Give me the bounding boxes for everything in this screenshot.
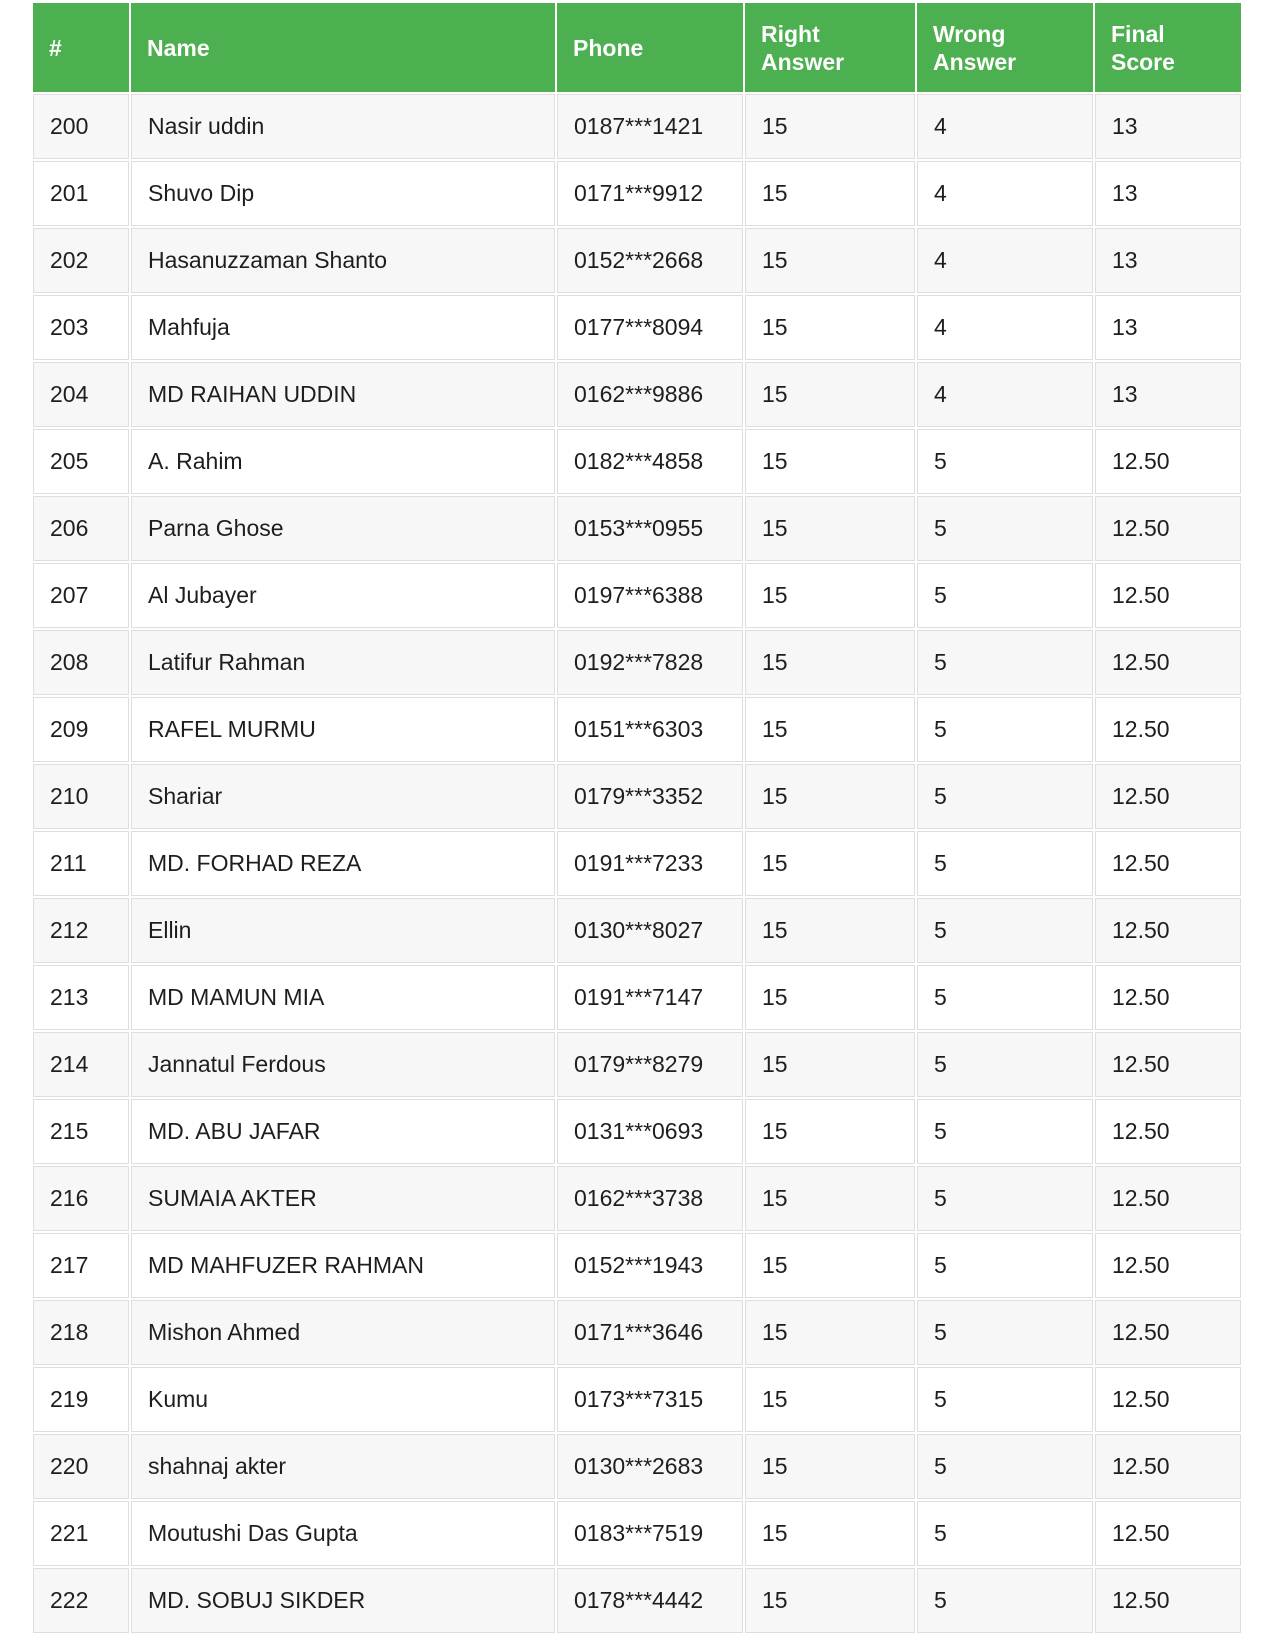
column-header-final-score: Final Score [1095,3,1241,92]
cell-final-score: 13 [1095,362,1241,427]
cell-phone: 0187***1421 [557,94,743,159]
cell-final-score: 12.50 [1095,1501,1241,1566]
cell-name: Nasir uddin [131,94,555,159]
cell-right-answer: 15 [745,496,915,561]
table-row [33,1568,1241,1633]
cell-number: 212 [33,898,129,963]
cell-number: 206 [33,496,129,561]
column-header-wrong-answer: Wrong Answer [917,3,1093,92]
table-row [33,496,1241,561]
cell-number: 211 [33,831,129,896]
cell-right-answer: 15 [745,898,915,963]
cell-phone: 0177***8094 [557,295,743,360]
cell-name: Mishon Ahmed [131,1300,555,1365]
cell-final-score: 12.50 [1095,1300,1241,1365]
cell-right-answer: 15 [745,295,915,360]
cell-right-answer: 15 [745,1300,915,1365]
cell-name: MD. FORHAD REZA [131,831,555,896]
cell-wrong-answer: 4 [917,94,1093,159]
cell-wrong-answer: 5 [917,1233,1093,1298]
table-row [33,1099,1241,1164]
cell-number: 204 [33,362,129,427]
cell-right-answer: 15 [745,1099,915,1164]
cell-wrong-answer: 5 [917,1501,1093,1566]
cell-name: Kumu [131,1367,555,1432]
cell-wrong-answer: 5 [917,898,1093,963]
table-body [33,94,1241,1633]
cell-phone: 0182***4858 [557,429,743,494]
cell-name: Moutushi Das Gupta [131,1501,555,1566]
cell-right-answer: 15 [745,1367,915,1432]
cell-final-score: 12.50 [1095,697,1241,762]
cell-final-score: 12.50 [1095,831,1241,896]
cell-number: 209 [33,697,129,762]
cell-phone: 0153***0955 [557,496,743,561]
cell-name: Shuvo Dip [131,161,555,226]
score-table [31,1,1243,1635]
cell-wrong-answer: 5 [917,1367,1093,1432]
cell-name: MD MAMUN MIA [131,965,555,1030]
cell-right-answer: 15 [745,697,915,762]
cell-wrong-answer: 5 [917,1300,1093,1365]
cell-number: 207 [33,563,129,628]
cell-name: Shariar [131,764,555,829]
cell-name: Mahfuja [131,295,555,360]
cell-phone: 0162***3738 [557,1166,743,1231]
cell-wrong-answer: 5 [917,429,1093,494]
column-header-number: # [33,3,129,92]
cell-name: Ellin [131,898,555,963]
cell-final-score: 12.50 [1095,1434,1241,1499]
cell-wrong-answer: 4 [917,161,1093,226]
cell-phone: 0179***8279 [557,1032,743,1097]
column-header-name: Name [131,3,555,92]
cell-number: 205 [33,429,129,494]
table-row [33,697,1241,762]
cell-right-answer: 15 [745,764,915,829]
cell-right-answer: 15 [745,831,915,896]
cell-number: 215 [33,1099,129,1164]
cell-final-score: 13 [1095,161,1241,226]
cell-final-score: 12.50 [1095,764,1241,829]
cell-phone: 0162***9886 [557,362,743,427]
cell-phone: 0192***7828 [557,630,743,695]
column-header-phone: Phone [557,3,743,92]
cell-phone: 0183***7519 [557,1501,743,1566]
cell-name: Latifur Rahman [131,630,555,695]
cell-wrong-answer: 5 [917,1434,1093,1499]
cell-name: Jannatul Ferdous [131,1032,555,1097]
cell-wrong-answer: 5 [917,630,1093,695]
cell-right-answer: 15 [745,1166,915,1231]
column-header-right-answer: Right Answer [745,3,915,92]
cell-wrong-answer: 5 [917,563,1093,628]
cell-name: A. Rahim [131,429,555,494]
cell-phone: 0152***1943 [557,1233,743,1298]
table-row [33,898,1241,963]
cell-right-answer: 15 [745,1434,915,1499]
cell-wrong-answer: 5 [917,1032,1093,1097]
cell-right-answer: 15 [745,1233,915,1298]
cell-phone: 0151***6303 [557,697,743,762]
table-row [33,1501,1241,1566]
cell-final-score: 12.50 [1095,630,1241,695]
cell-phone: 0173***7315 [557,1367,743,1432]
cell-number: 214 [33,1032,129,1097]
cell-name: shahnaj akter [131,1434,555,1499]
cell-name: MD RAIHAN UDDIN [131,362,555,427]
cell-number: 201 [33,161,129,226]
cell-number: 222 [33,1568,129,1633]
cell-right-answer: 15 [745,429,915,494]
table-row [33,228,1241,293]
cell-right-answer: 15 [745,630,915,695]
cell-wrong-answer: 5 [917,965,1093,1030]
cell-number: 216 [33,1166,129,1231]
table-row [33,1367,1241,1432]
cell-wrong-answer: 5 [917,1568,1093,1633]
table-row [33,965,1241,1030]
cell-right-answer: 15 [745,563,915,628]
header-row [33,3,1241,92]
cell-number: 217 [33,1233,129,1298]
cell-right-answer: 15 [745,965,915,1030]
cell-name: Parna Ghose [131,496,555,561]
cell-phone: 0179***3352 [557,764,743,829]
table-row [33,764,1241,829]
cell-number: 210 [33,764,129,829]
cell-wrong-answer: 4 [917,228,1093,293]
cell-right-answer: 15 [745,362,915,427]
cell-name: Al Jubayer [131,563,555,628]
cell-wrong-answer: 5 [917,831,1093,896]
cell-wrong-answer: 5 [917,764,1093,829]
cell-number: 213 [33,965,129,1030]
cell-final-score: 12.50 [1095,429,1241,494]
cell-final-score: 12.50 [1095,1099,1241,1164]
table-row [33,630,1241,695]
cell-final-score: 12.50 [1095,1166,1241,1231]
table-row [33,831,1241,896]
cell-phone: 0191***7233 [557,831,743,896]
cell-final-score: 13 [1095,228,1241,293]
cell-phone: 0130***8027 [557,898,743,963]
cell-number: 203 [33,295,129,360]
cell-phone: 0197***6388 [557,563,743,628]
cell-final-score: 13 [1095,94,1241,159]
cell-phone: 0152***2668 [557,228,743,293]
table-row [33,295,1241,360]
cell-right-answer: 15 [745,1032,915,1097]
cell-name: MD. ABU JAFAR [131,1099,555,1164]
cell-name: SUMAIA AKTER [131,1166,555,1231]
cell-wrong-answer: 5 [917,1099,1093,1164]
cell-wrong-answer: 5 [917,697,1093,762]
cell-final-score: 12.50 [1095,496,1241,561]
cell-number: 221 [33,1501,129,1566]
cell-final-score: 12.50 [1095,898,1241,963]
cell-final-score: 12.50 [1095,563,1241,628]
cell-number: 208 [33,630,129,695]
cell-phone: 0131***0693 [557,1099,743,1164]
cell-final-score: 12.50 [1095,1233,1241,1298]
cell-number: 220 [33,1434,129,1499]
cell-final-score: 12.50 [1095,1367,1241,1432]
table-header [33,3,1241,92]
table-row [33,563,1241,628]
cell-number: 219 [33,1367,129,1432]
cell-wrong-answer: 5 [917,1166,1093,1231]
cell-final-score: 12.50 [1095,1032,1241,1097]
cell-right-answer: 15 [745,94,915,159]
cell-phone: 0130***2683 [557,1434,743,1499]
cell-final-score: 13 [1095,295,1241,360]
table-row [33,1434,1241,1499]
cell-final-score: 12.50 [1095,1568,1241,1633]
table-row [33,1300,1241,1365]
cell-final-score: 12.50 [1095,965,1241,1030]
cell-wrong-answer: 5 [917,496,1093,561]
cell-wrong-answer: 4 [917,295,1093,360]
cell-name: Hasanuzzaman Shanto [131,228,555,293]
table-row [33,1233,1241,1298]
cell-right-answer: 15 [745,228,915,293]
table-row [33,1032,1241,1097]
cell-number: 218 [33,1300,129,1365]
table-row [33,1166,1241,1231]
cell-number: 200 [33,94,129,159]
cell-right-answer: 15 [745,1501,915,1566]
cell-name: MD MAHFUZER RAHMAN [131,1233,555,1298]
cell-wrong-answer: 4 [917,362,1093,427]
cell-number: 202 [33,228,129,293]
cell-name: MD. SOBUJ SIKDER [131,1568,555,1633]
cell-phone: 0171***9912 [557,161,743,226]
cell-phone: 0171***3646 [557,1300,743,1365]
cell-name: RAFEL MURMU [131,697,555,762]
table-row [33,429,1241,494]
cell-right-answer: 15 [745,161,915,226]
cell-phone: 0178***4442 [557,1568,743,1633]
cell-phone: 0191***7147 [557,965,743,1030]
table-row [33,362,1241,427]
table-row [33,161,1241,226]
cell-right-answer: 15 [745,1568,915,1633]
table-row [33,94,1241,159]
